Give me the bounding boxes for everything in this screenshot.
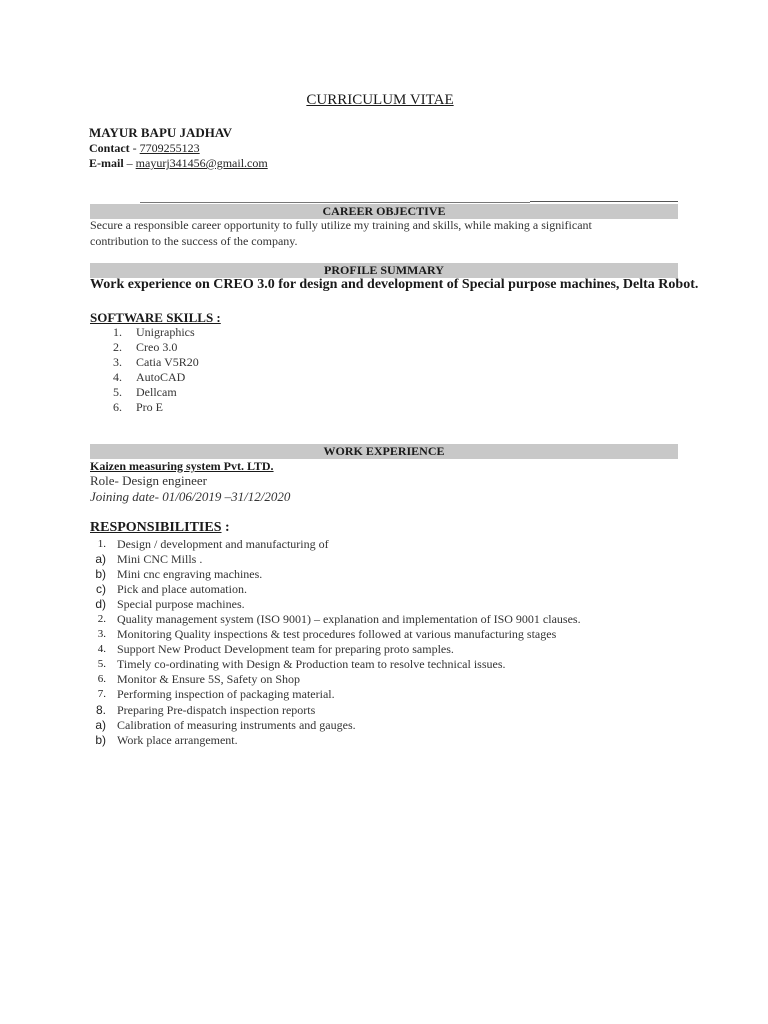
skill-number: 1. — [113, 325, 122, 339]
skill-text: Pro E — [136, 400, 163, 414]
responsibility-text: Quality management system (ISO 9001) – explanation and implementation of ISO 9001 clauses. — [117, 612, 581, 626]
skill-text: Catia V5R20 — [136, 355, 199, 369]
candidate-name: MAYUR BAPU JADHAV — [89, 125, 233, 140]
divider-left — [140, 202, 530, 203]
career-objective-heading: CAREER OBJECTIVE — [90, 204, 678, 219]
responsibilities-heading: RESPONSIBILITIES — [90, 520, 222, 535]
responsibility-marker: 2. — [97, 613, 106, 625]
responsibility-text: Mini cnc engraving machines. — [117, 567, 263, 581]
responsibility-marker: b) — [95, 567, 106, 581]
responsibility-marker: 3. — [97, 628, 106, 640]
skill-text: AutoCAD — [136, 370, 186, 384]
document-title: CURRICULUM VITAE — [306, 92, 454, 108]
responsibility-marker: 5. — [97, 658, 106, 670]
responsibility-marker: 4. — [97, 643, 106, 655]
contact-line — [89, 141, 200, 156]
skill-number: 5. — [113, 385, 122, 399]
responsibility-text: Pick and place automation. — [117, 582, 247, 596]
responsibility-marker: 6. — [97, 673, 106, 685]
joining-date: Joining date- 01/06/2019 –31/12/2020 — [90, 489, 291, 504]
job-role: Role- Design engineer — [90, 473, 207, 488]
responsibilities-colon: : — [221, 520, 230, 535]
email-separator: – — [126, 156, 133, 170]
responsibilities-heading-line — [90, 520, 230, 536]
email-link[interactable]: mayurj341456@gmail.com — [135, 156, 268, 170]
responsibility-marker: b) — [95, 733, 106, 747]
responsibility-marker: a) — [95, 718, 106, 732]
responsibility-text: Work place arrangement. — [117, 733, 238, 747]
responsibility-marker: a) — [95, 552, 106, 566]
profile-summary-heading: PROFILE SUMMARY — [90, 263, 678, 278]
responsibility-text: Performing inspection of packaging material. — [117, 687, 335, 701]
skill-text: Unigraphics — [136, 325, 195, 339]
responsibility-text: Monitor & Ensure 5S, Safety on Shop — [117, 672, 300, 686]
email-label: E-mail — [89, 156, 124, 170]
responsibility-text: Calibration of measuring instruments and gauges. — [117, 718, 356, 732]
responsibility-text: Mini CNC Mills . — [117, 552, 203, 566]
contact-label: Contact — [89, 141, 130, 155]
contact-separator: - — [132, 141, 137, 155]
responsibility-text: Support New Product Development team for preparing proto samples. — [117, 642, 454, 656]
responsibility-marker: 1. — [97, 538, 106, 550]
skill-text: Creo 3.0 — [136, 340, 178, 354]
skill-number: 4. — [113, 370, 122, 384]
skill-number: 2. — [113, 340, 122, 354]
responsibility-marker: c) — [96, 582, 106, 596]
contact-phone-link[interactable]: 7709255123 — [139, 141, 200, 155]
company-name: Kaizen measuring system Pvt. LTD. — [90, 459, 274, 473]
career-objective-text: Secure a responsible career opportunity to fully utilize my training and skills, while making a significant contribution to the success of the company. — [90, 218, 592, 248]
responsibility-text: Design / development and manufacturing of — [117, 537, 329, 551]
divider-right — [530, 201, 678, 202]
software-skills-heading: SOFTWARE SKILLS : — [90, 310, 221, 325]
responsibility-marker: 8. — [95, 703, 106, 717]
responsibility-text: Timely co-ordinating with Design & Production team to resolve technical issues. — [117, 657, 506, 671]
skill-text: Dellcam — [136, 385, 177, 399]
responsibility-text: Special purpose machines. — [117, 597, 245, 611]
email-line — [89, 156, 268, 171]
work-experience-heading: WORK EXPERIENCE — [90, 444, 678, 459]
responsibility-marker: d) — [95, 597, 106, 611]
responsibility-text: Monitoring Quality inspections & test procedures followed at various manufacturing stages — [117, 627, 557, 641]
skill-number: 3. — [113, 355, 122, 369]
responsibility-marker: 7. — [97, 688, 106, 700]
responsibility-text: Preparing Pre-dispatch inspection reports — [117, 703, 316, 717]
skill-number: 6. — [113, 400, 122, 414]
profile-summary-text: Work experience on CREO 3.0 for design and development of Special purpose machines, Delta Robot. — [90, 277, 699, 292]
